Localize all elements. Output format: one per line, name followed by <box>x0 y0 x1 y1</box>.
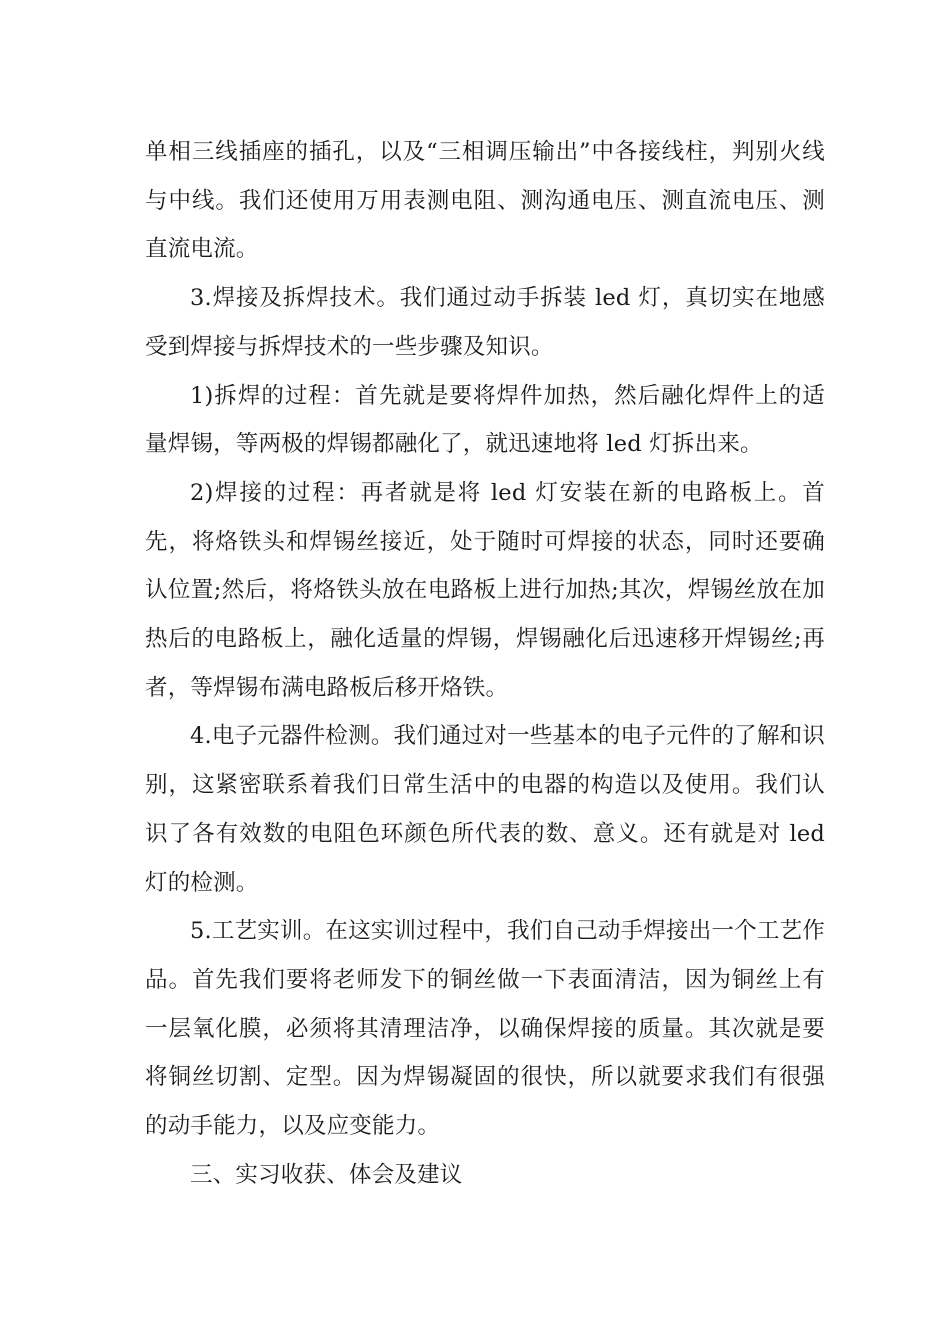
paragraph-desoldering-process: 1)拆焊的过程：首先就是要将焊件加热，然后融化焊件上的适量焊锡，等两极的焊锡都融化了，就迅速地将 led 灯拆出来。 <box>145 382 825 458</box>
document-body <box>145 128 825 1199</box>
paragraph-continuation: 单相三线插座的插孔，以及“三相调压输出”中各接线柱，判别火线与中线。我们还使用万用表测电阻、测沟通电压、测直流电压、测直流电流。 <box>145 139 825 263</box>
paragraph-welding-intro: 3.焊接及拆焊技术。我们通过动手拆装 led 灯，真切实在地感受到焊接与拆焊技术的一些步骤及知识。 <box>145 285 825 360</box>
section-heading: 三、实习收获、体会及建议 <box>190 1161 463 1188</box>
paragraph-component-testing: 4.电子元器件检测。我们通过对一些基本的电子元件的了解和识别，这紧密联系着我们日常生活中的电器的构造以及使用。我们认识了各有效数的电阻色环颜色所代表的数、意义。还有就是对 led 灯的检测。 <box>145 723 825 896</box>
paragraph-craft-training: 5.工艺实训。在这实训过程中，我们自己动手焊接出一个工艺作品。首先我们要将老师发下的铜丝做一下表面清洁，因为铜丝上有一层氧化膜，必须将其清理洁净，以确保焊接的质量。其次就是要将铜丝切割、定型。因为焊锡凝固的很快，所以就要求我们有很强的动手能力，以及应变能力。 <box>145 918 825 1140</box>
paragraph-soldering-process: 2)焊接的过程：再者就是将 led 灯安装在新的电路板上。首先，将烙铁头和焊锡丝接近，处于随时可焊接的状态，同时还要确认位置;然后，将烙铁头放在电路板上进行加热;其次，焊锡丝放在加热后的电路板上，融化适量的焊锡，焊锡融化后迅速移开焊锡丝;再者，等焊锡布满电路板后移开烙铁。 <box>145 479 825 701</box>
